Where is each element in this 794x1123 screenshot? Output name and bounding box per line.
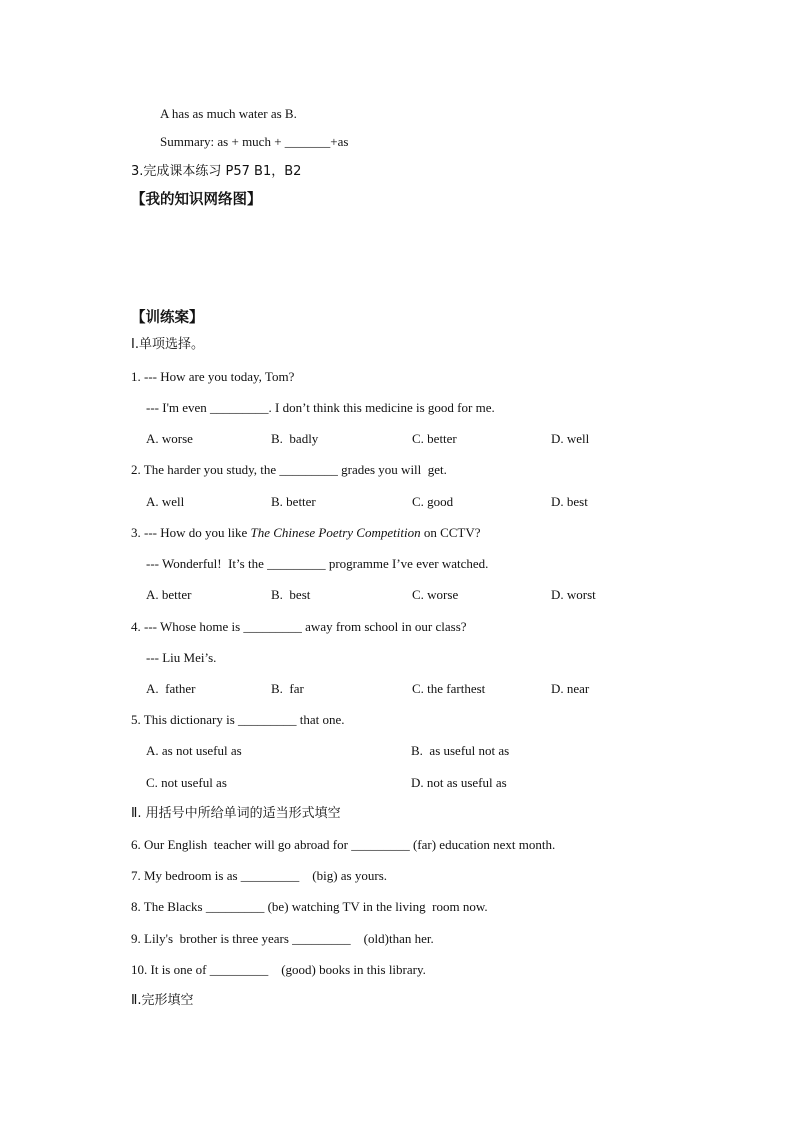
q4-option-d: D. near (551, 681, 590, 696)
q3-option-b: B. best (271, 587, 311, 602)
section-1-title: Ⅰ.单项选择。 (131, 337, 204, 352)
intro-summary: Summary: as + much + _______+as (160, 134, 349, 149)
q3-option-a: A. better (146, 587, 192, 602)
q3-line-1 (131, 525, 481, 541)
q3-text-pre: 3. --- How do you like (131, 525, 251, 540)
fill-item-6: 6. Our English teacher will go abroad for _________ (far) education next month. (131, 837, 556, 852)
q3-text-post: on CCTV? (420, 525, 481, 540)
q2-option-a: A. well (146, 494, 185, 509)
intro-exercise: 3.完成课本练习 P57 B1，B2 (131, 164, 302, 179)
section-3-title: Ⅱ.完形填空 (131, 993, 194, 1008)
q2-line-1: 2. The harder you study, the _________ grades you will get. (131, 462, 447, 477)
q4-option-a: A. father (146, 681, 196, 696)
q5-option-a: A. as not useful as (146, 743, 242, 758)
section-2-title: Ⅱ. 用括号中所给单词的适当形式填空 (131, 806, 341, 821)
q2-option-d: D. best (551, 494, 588, 509)
q1-option-b: B. badly (271, 431, 319, 446)
q3-option-c: C. worse (412, 587, 459, 602)
q4-option-c: C. the farthest (412, 681, 486, 696)
q2-option-b: B. better (271, 494, 316, 509)
q1-line-1: 1. --- How are you today, Tom? (131, 369, 295, 384)
q5-line-1: 5. This dictionary is _________ that one. (131, 712, 345, 727)
q3-line-2: --- Wonderful! It’s the _________ programme I’ve ever watched. (146, 556, 489, 571)
knowledge-map-heading: 【我的知识网络图】 (131, 192, 262, 208)
q2-option-c: C. good (412, 494, 454, 509)
q1-option-a: A. worse (146, 431, 193, 446)
q4-option-b: B. far (271, 681, 304, 696)
q4-line-1: 4. --- Whose home is _________ away from school in our class? (131, 619, 467, 634)
q1-option-d: D. well (551, 431, 590, 446)
q5-option-d: D. not as useful as (411, 775, 507, 790)
q4-line-2: --- Liu Mei’s. (146, 650, 217, 665)
q1-line-2: --- I'm even _________. I don’t think this medicine is good for me. (146, 400, 495, 415)
q3-programme-title: The Chinese Poetry Competition (250, 525, 421, 540)
q3-option-d: D. worst (551, 587, 596, 602)
fill-item-8: 8. The Blacks _________ (be) watching TV in the living room now. (131, 899, 488, 914)
intro-line-1: A has as much water as B. (160, 106, 297, 121)
fill-item-7: 7. My bedroom is as _________ (big) as yours. (131, 868, 388, 883)
q1-option-c: C. better (412, 431, 457, 446)
fill-item-10: 10. It is one of _________ (good) books in this library. (131, 962, 426, 977)
q5-option-b: B. as useful not as (411, 743, 510, 758)
training-heading: 【训练案】 (131, 310, 204, 326)
fill-item-9: 9. Lily's brother is three years _________ (old)than her. (131, 931, 434, 946)
q5-option-c: C. not useful as (146, 775, 227, 790)
